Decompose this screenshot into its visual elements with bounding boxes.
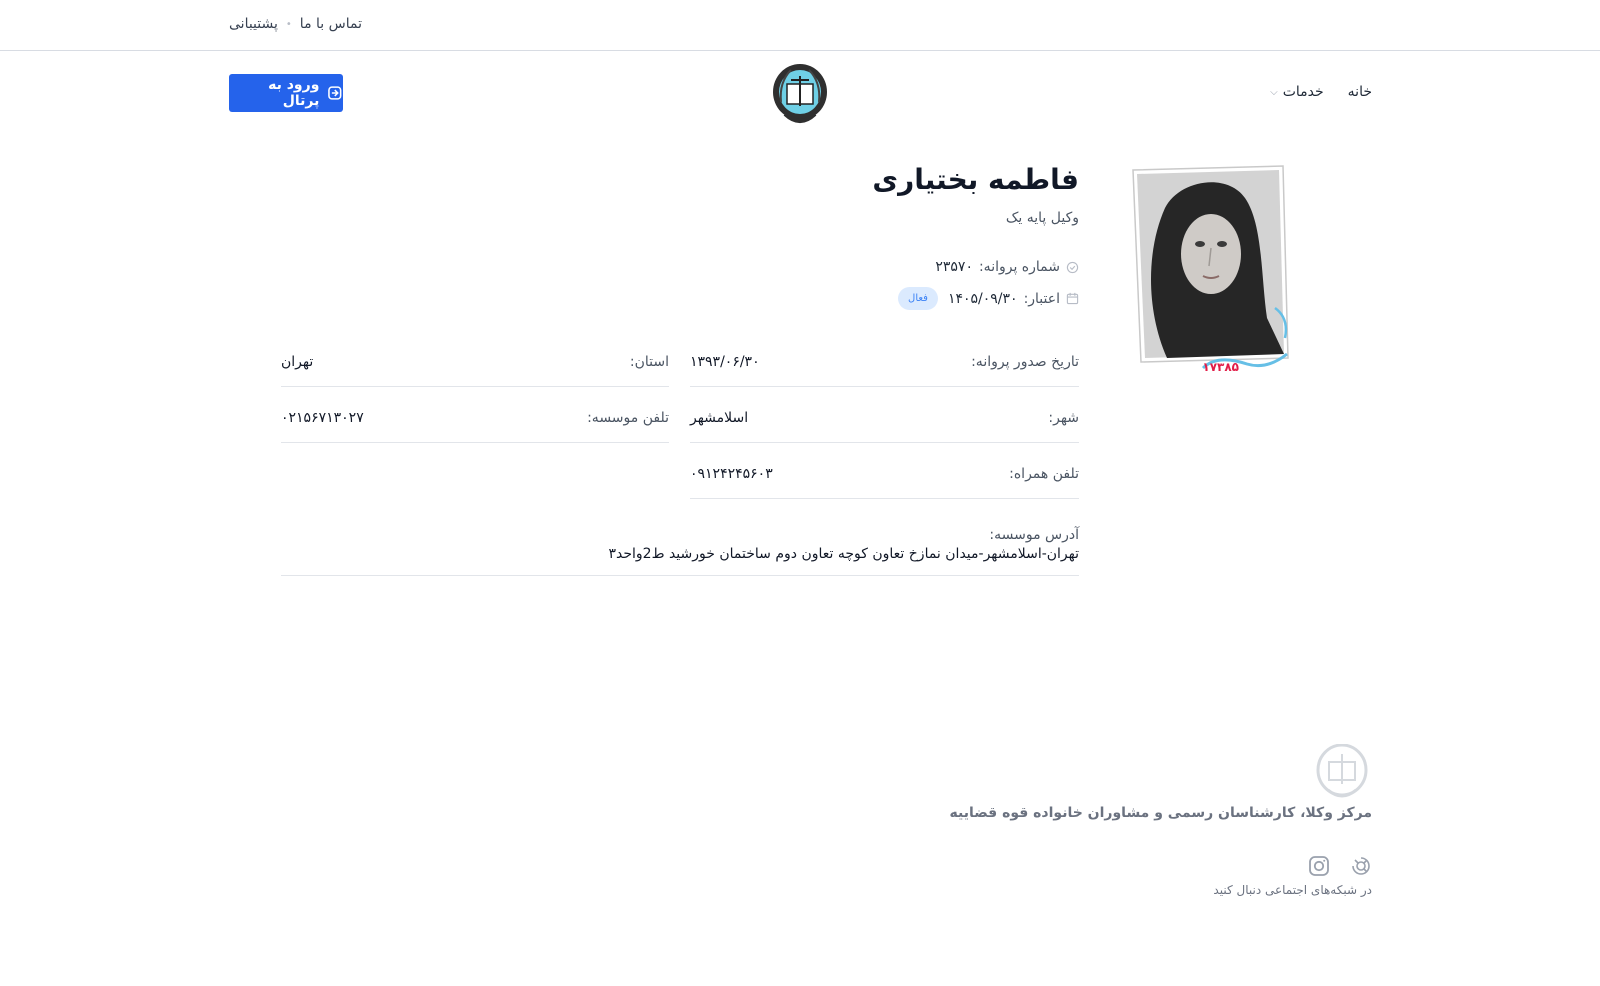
top-links [229,16,362,32]
top-bar [0,0,1600,51]
nav-services-label: خدمات [1282,84,1324,100]
status-badge: فعال [898,287,938,310]
office-phone-label: تلفن موسسه: [587,410,669,426]
office-phone-field [281,406,669,443]
login-icon [327,85,343,101]
mobile-label: تلفن همراه: [1009,466,1079,482]
lawyer-title: وکیل پایه یک [1005,210,1079,226]
nav-home[interactable]: خانه [1347,84,1372,100]
separator-dot: • [285,18,292,30]
footer-logo [1316,744,1368,800]
license-row [935,259,1079,275]
main-nav [1270,84,1372,100]
issue-date-label: تاریخ صدور پروانه: [971,354,1079,370]
city-label: شهر: [1048,410,1079,426]
nav-services[interactable] [1270,84,1324,100]
validity-value: ۱۴۰۵/۰۹/۳۰ [947,290,1018,307]
province-value: تهران [281,354,314,370]
instagram-icon[interactable] [1308,855,1330,877]
judiciary-logo[interactable] [771,62,829,126]
license-label: شماره پروانه: [978,259,1060,275]
issue-date-value: ۱۳۹۳/۰۶/۳۰ [690,354,760,370]
license-value: ۲۳۵۷۰ [935,259,973,275]
address-label: آدرس موسسه: [989,527,1079,543]
lawyer-photo [1127,158,1290,378]
validity-row [898,287,1079,310]
validity-label: اعتبار: [1023,290,1060,307]
office-phone-value: ۰۲۱۵۶۷۱۳۰۲۷ [281,410,364,426]
issue-date-field [690,350,1079,387]
address-field [281,527,1079,576]
lawyer-name: فاطمه بختیاری [872,163,1079,196]
mobile-field [690,462,1079,499]
province-label: استان: [629,354,669,370]
footer-org-name: مرکز وکلا، کارشناسان رسمی و مشاوران خانواده قوه قضاییه [949,805,1372,821]
city-value: اسلامشهر [690,410,749,426]
chevron-down-icon: ⌵ [1270,86,1278,98]
social-links [1308,855,1372,877]
svg-text:۱۷۳۸۵: ۱۷۳۸۵ [1202,360,1239,374]
contact-link[interactable]: تماس با ما [299,16,362,32]
portal-login-label: ورود به پرتال [268,77,320,109]
portal-login-button[interactable] [229,74,343,112]
mobile-value: ۰۹۱۲۴۲۴۵۶۰۳ [690,466,773,482]
main-header [0,51,1600,139]
city-field [690,406,1079,443]
check-circle-icon [1066,261,1079,274]
address-value: تهران-اسلامشهر-میدان نمازخ تعاون کوچه تعاون دوم ساختمان خورشید ط2واحد۳ [608,546,1079,562]
footer-follow-text: در شبکه‌های اجتماعی دنبال کنید [1213,883,1372,897]
network-icon[interactable] [1350,855,1372,877]
calendar-icon [1066,292,1079,305]
support-link[interactable]: پشتیبانی [229,16,278,32]
province-field [281,350,669,387]
